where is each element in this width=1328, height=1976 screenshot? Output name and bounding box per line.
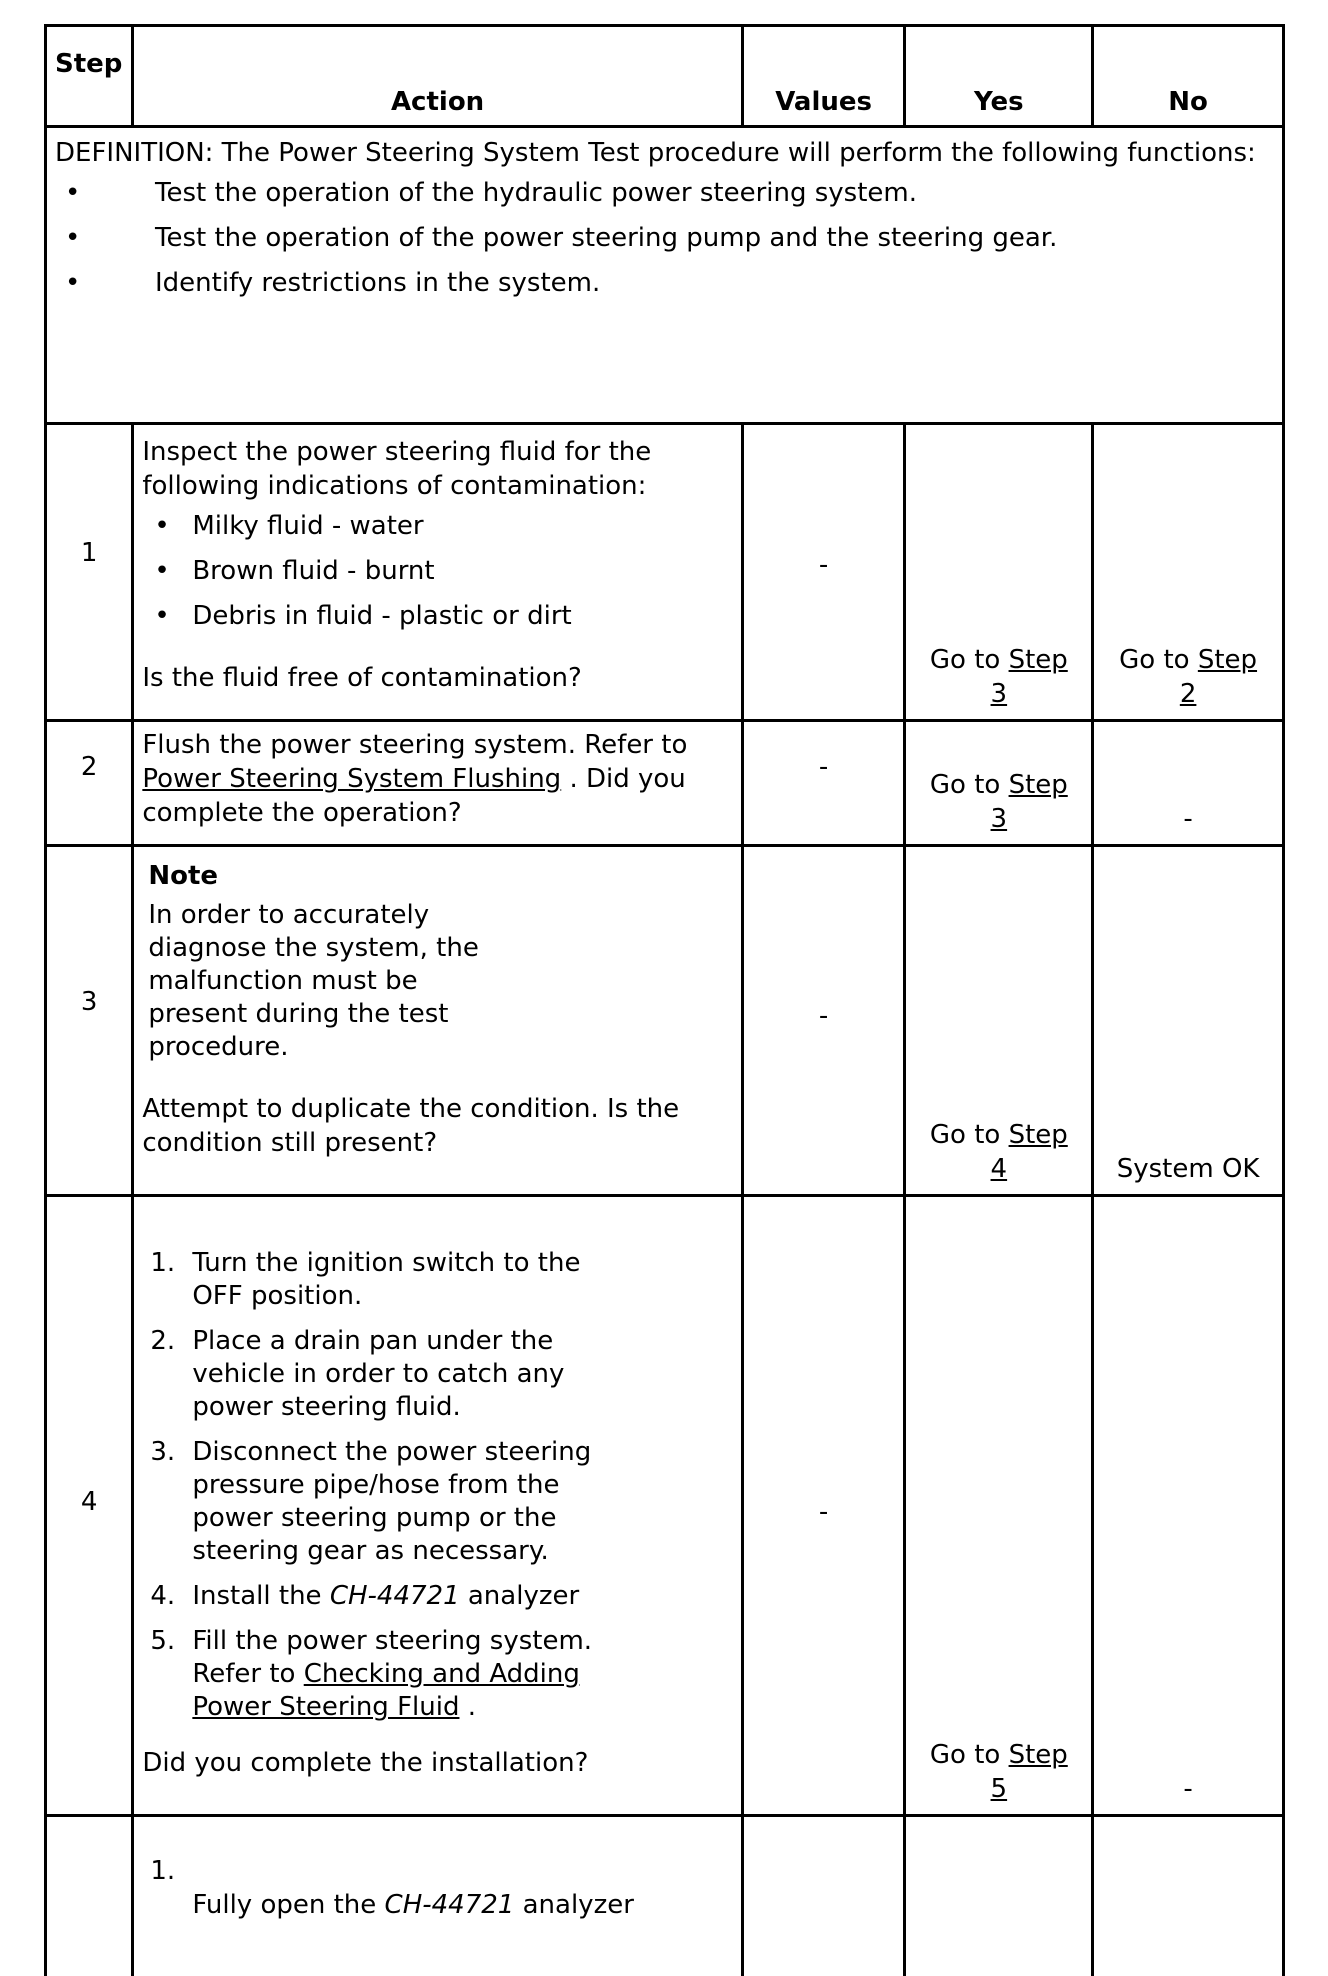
step-number: 4 bbox=[46, 1196, 133, 1816]
header-action: Action bbox=[133, 26, 742, 127]
yes-cell bbox=[905, 424, 1093, 721]
yes-cell bbox=[905, 1196, 1093, 1816]
action-cell bbox=[133, 846, 742, 1196]
no-cell bbox=[1093, 1816, 1284, 1976]
tool-name: CH-44721 bbox=[329, 1581, 460, 1611]
values-cell: - bbox=[742, 424, 905, 721]
list-item: 3. Disconnect the power steering pressure pipe/hose from the power steering pump or the steering gear as necessary. bbox=[150, 1437, 592, 1566]
definition-list bbox=[55, 176, 1274, 300]
step-link[interactable]: Step bbox=[1008, 1740, 1068, 1770]
note-body: In order to accurately diagnose the system, the malfunction must be present during the test procedure. bbox=[148, 900, 479, 1062]
table-row-step-3 bbox=[46, 846, 1284, 1196]
step-link[interactable]: Step bbox=[1008, 1120, 1068, 1150]
table-row-step-1 bbox=[46, 424, 1284, 721]
list-item: • Brown fluid - burnt bbox=[142, 554, 732, 588]
system-ok: System OK bbox=[1116, 1154, 1260, 1184]
step-number: 2 bbox=[46, 721, 133, 846]
flushing-link[interactable]: Power Steering System Flushing bbox=[142, 764, 562, 794]
definition-item: • Test the operation of the power steering pump and the steering gear. bbox=[55, 221, 1274, 255]
table-row-step-5 bbox=[46, 1816, 1284, 1976]
list-item: 1. Fully open the CH-44721 analyzer bbox=[150, 1856, 634, 1920]
yes-goto: Go to Step 4 bbox=[929, 1120, 1068, 1184]
action-cell bbox=[133, 1196, 742, 1816]
header-row bbox=[46, 26, 1284, 127]
header-step: Step bbox=[46, 26, 133, 127]
header-no: No bbox=[1093, 26, 1284, 127]
yes-goto: Go to Step 5 bbox=[929, 1740, 1068, 1804]
definition-text: DEFINITION: The Power Steering System Test procedure will perform the following functions: bbox=[55, 138, 1256, 168]
procedure-list bbox=[142, 1855, 732, 1922]
definition-cell bbox=[46, 127, 1284, 424]
header-yes: Yes bbox=[905, 26, 1093, 127]
yes-cell bbox=[905, 846, 1093, 1196]
step-number bbox=[46, 1816, 133, 1976]
step-link[interactable]: Step bbox=[1197, 645, 1258, 675]
table-row-step-2 bbox=[46, 721, 1284, 846]
step-number-link[interactable]: 2 bbox=[1179, 679, 1197, 709]
list-item: • Debris in fluid - plastic or dirt bbox=[142, 599, 732, 633]
action-cell bbox=[133, 424, 742, 721]
values-cell bbox=[742, 1816, 905, 1976]
step-number: 3 bbox=[46, 846, 133, 1196]
values-cell: - bbox=[742, 1196, 905, 1816]
definition-item: • Identify restrictions in the system. bbox=[55, 266, 1274, 300]
step-number-link[interactable]: 5 bbox=[990, 1774, 1008, 1804]
action-question: Is the fluid free of contamination? bbox=[142, 663, 582, 693]
no-cell bbox=[1093, 846, 1284, 1196]
header-values: Values bbox=[742, 26, 905, 127]
definition-item: • Test the operation of the hydraulic power steering system. bbox=[55, 176, 1274, 210]
step-link[interactable]: Step bbox=[1008, 770, 1068, 800]
action-question: Did you complete the installation? bbox=[142, 1748, 589, 1778]
action-intro: Inspect the power steering fluid for the following indications of contamination: bbox=[142, 437, 652, 501]
action-question: Attempt to duplicate the condition. Is the condition still present? bbox=[142, 1094, 680, 1158]
list-item: 5. Fill the power steering system. Refer to Checking and Adding Power Steering Fluid . bbox=[150, 1626, 593, 1722]
diagnostic-table bbox=[44, 24, 1285, 1976]
step-number-link[interactable]: 3 bbox=[990, 804, 1008, 834]
action-cell: Flush the power steering system. Refer to Power Steering System Flushing . Did you complete the operation? bbox=[133, 721, 742, 846]
procedure-list bbox=[142, 1247, 622, 1724]
step-number-link[interactable]: 3 bbox=[990, 679, 1008, 709]
step-number-link[interactable]: 4 bbox=[990, 1154, 1008, 1184]
no-cell: - bbox=[1093, 1196, 1284, 1816]
values-cell: - bbox=[742, 846, 905, 1196]
action-cell bbox=[133, 1816, 742, 1976]
list-item: • Milky fluid - water bbox=[142, 509, 732, 543]
no-goto: Go to Step 2 bbox=[1119, 645, 1258, 709]
step-number: 1 bbox=[46, 424, 133, 721]
list-item: 1. Turn the ignition switch to the OFF position. bbox=[150, 1248, 581, 1311]
note-title: Note bbox=[148, 861, 219, 891]
list-item: 2. Place a drain pan under the vehicle in order to catch any power steering fluid. bbox=[150, 1326, 565, 1422]
yes-goto: Go to Step 3 bbox=[929, 645, 1068, 709]
list-item: 4. Install the CH-44721 analyzer bbox=[150, 1581, 580, 1611]
values-cell: - bbox=[742, 721, 905, 846]
step-link[interactable]: Step bbox=[1008, 645, 1068, 675]
fluid-link[interactable]: Checking and Adding Power Steering Fluid bbox=[192, 1659, 580, 1722]
definition-row bbox=[46, 127, 1284, 424]
no-cell bbox=[1093, 424, 1284, 721]
table-row-step-4 bbox=[46, 1196, 1284, 1816]
contamination-list bbox=[142, 509, 732, 633]
yes-goto: Go to Step 3 bbox=[929, 770, 1068, 834]
tool-name: CH-44721 bbox=[384, 1890, 515, 1920]
yes-cell bbox=[905, 721, 1093, 846]
yes-cell bbox=[905, 1816, 1093, 1976]
no-cell: - bbox=[1093, 721, 1284, 846]
